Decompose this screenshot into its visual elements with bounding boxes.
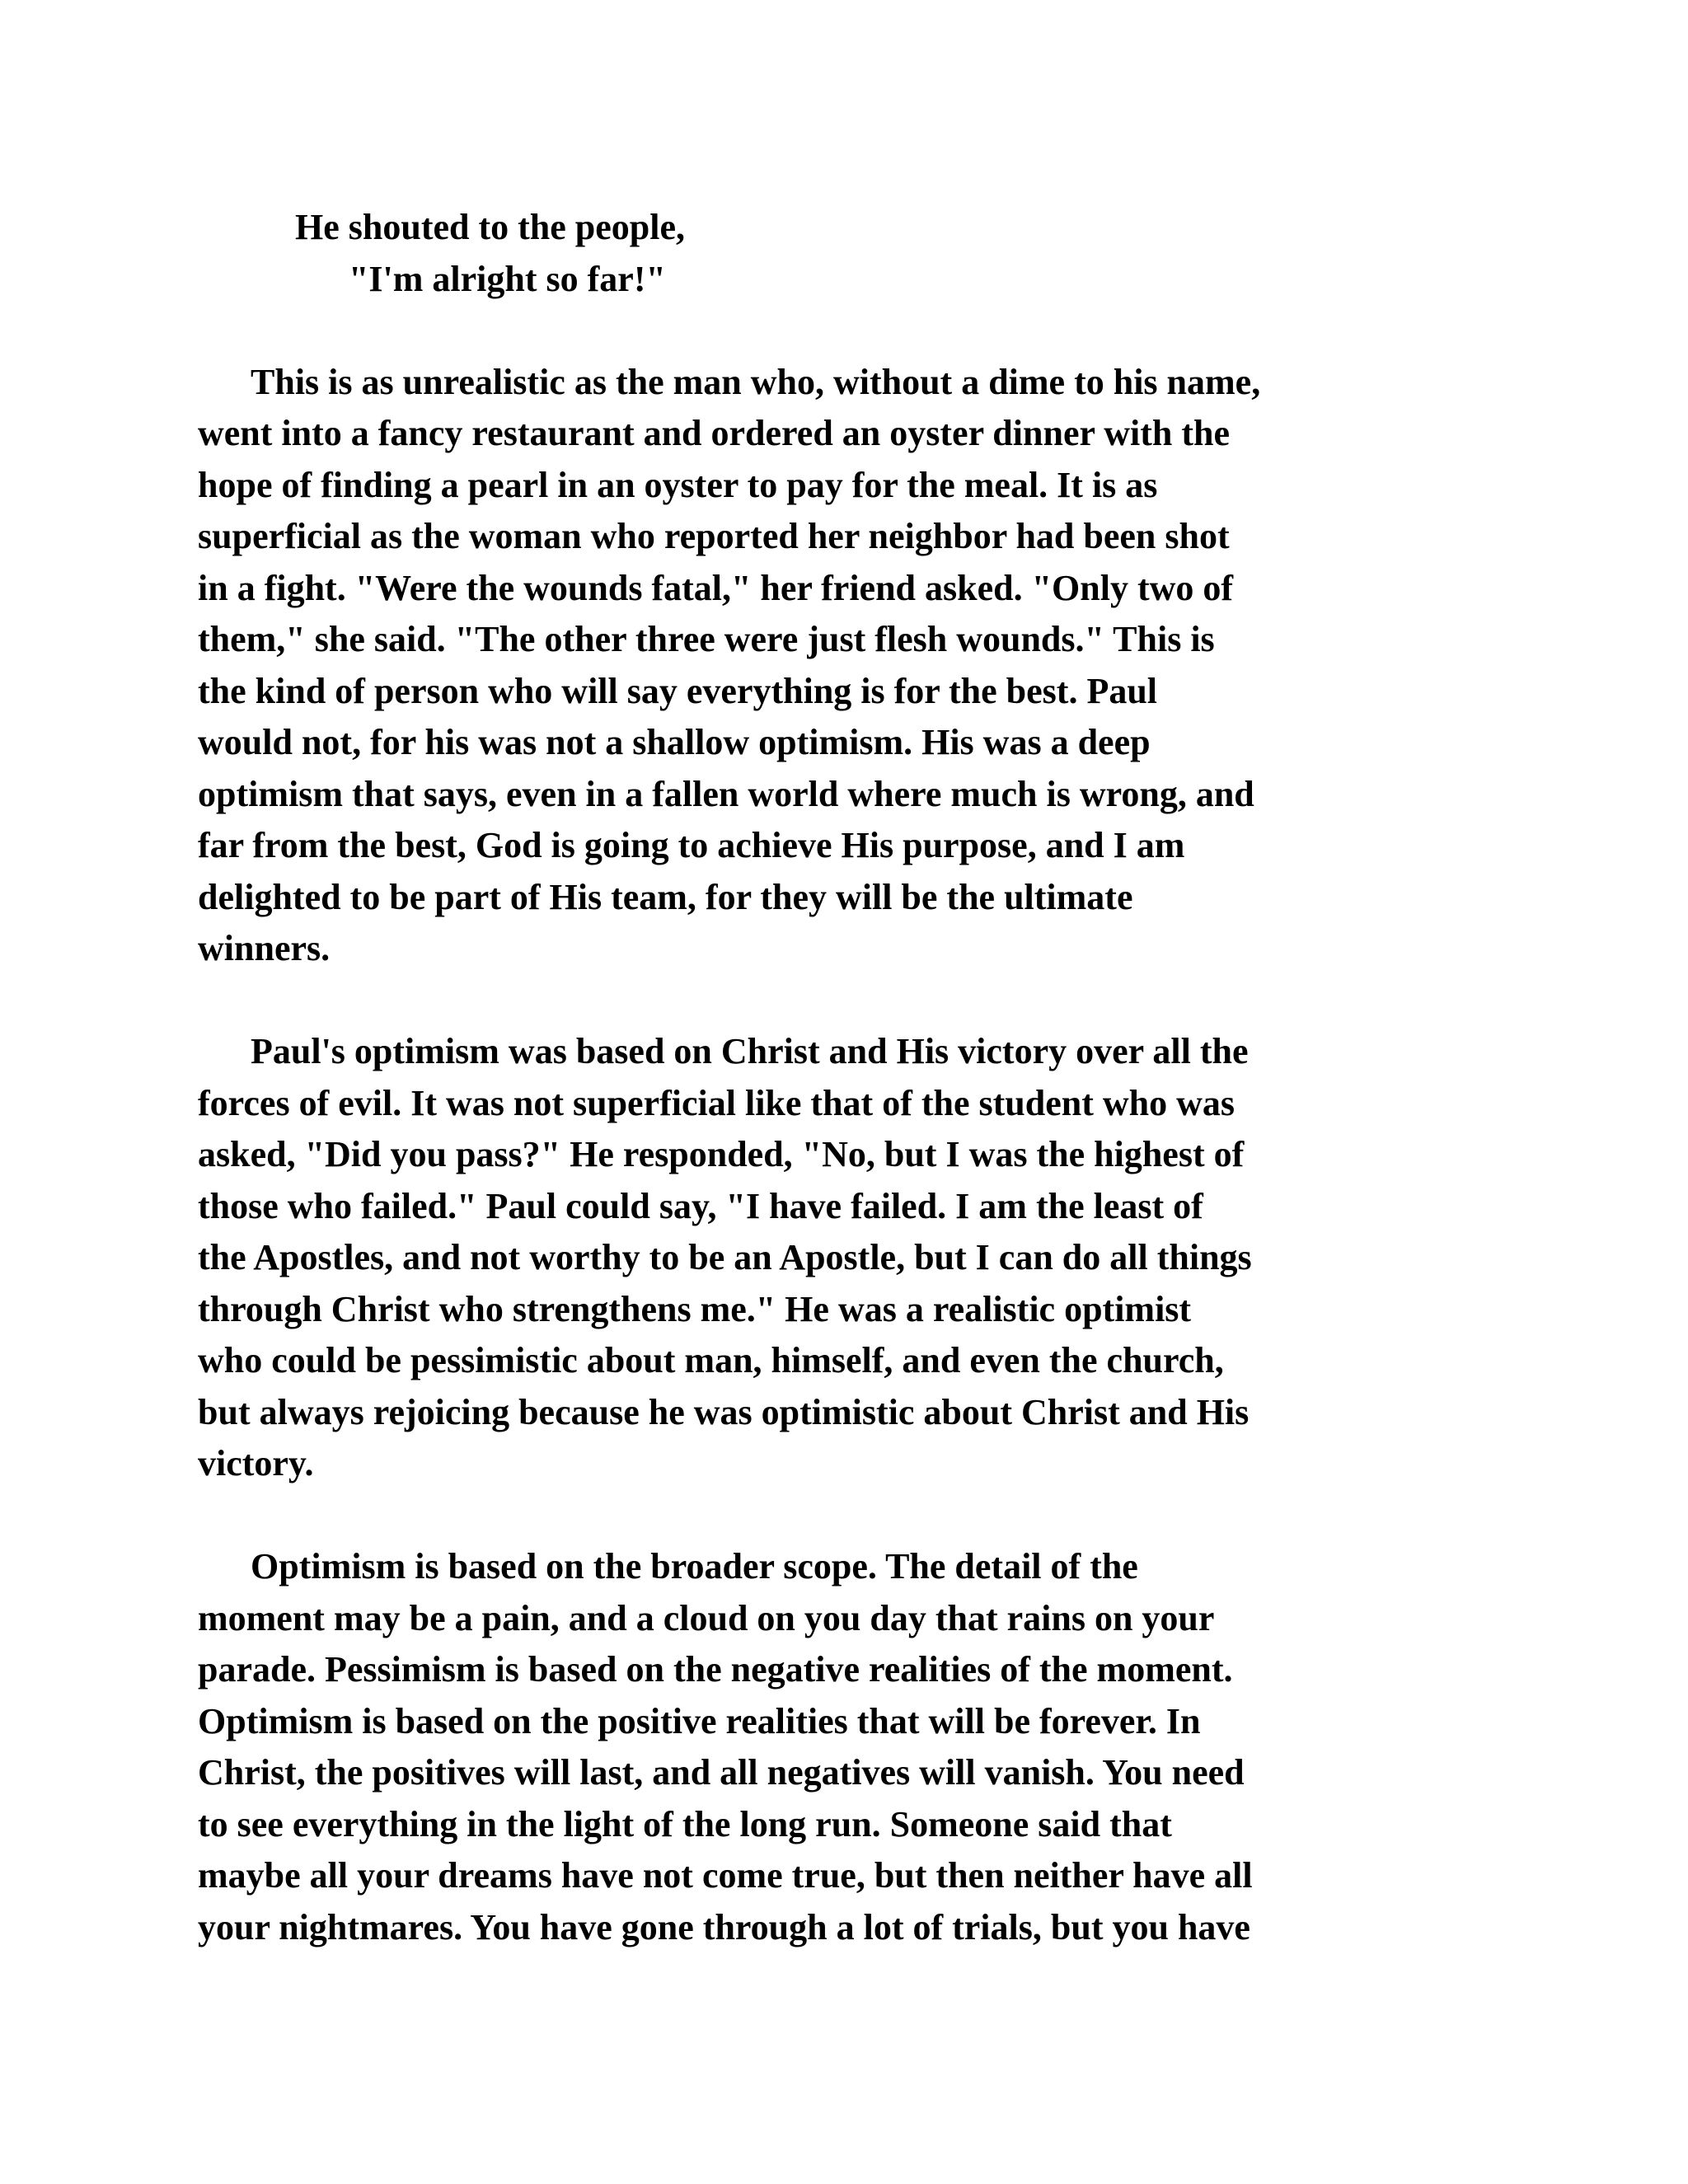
paragraph-line: parade. Pessimism is based on the negative realities of the moment.: [198, 1649, 1233, 1690]
paragraph-1: [198, 357, 1484, 975]
paragraph-line: superficial as the woman who reported her neighbor had been shot: [198, 516, 1230, 556]
paragraph-gap: [198, 1490, 1484, 1542]
paragraph-line: but always rejoicing because he was optimistic about Christ and His: [198, 1391, 1250, 1432]
paragraph-line: optimism that says, even in a fallen world where much is wrong, and: [198, 773, 1254, 814]
poem-line-1: He shouted to the people,: [295, 207, 685, 247]
paragraph-line: delighted to be part of His team, for they will be the ultimate: [198, 876, 1133, 917]
paragraph-line: victory.: [198, 1443, 314, 1483]
paragraph-line: the Apostles, and not worthy to be an Apostle, but I can do all things: [198, 1237, 1252, 1277]
paragraph-line: Optimism is based on the broader scope. The detail of the: [251, 1546, 1138, 1586]
paragraph-2: [198, 1026, 1484, 1490]
paragraph-line: Paul's optimism was based on Christ and His victory over all the: [251, 1031, 1249, 1071]
paragraph-line: forces of evil. It was not superficial like that of the student who was: [198, 1082, 1236, 1123]
paragraph-line: those who failed." Paul could say, "I have failed. I am the least of: [198, 1185, 1203, 1226]
paragraph-line: through Christ who strengthens me." He was a realistic optimist: [198, 1288, 1192, 1329]
poem-line-2: "I'm alright so far!": [349, 258, 666, 299]
paragraph-line: Optimism is based on the positive realities that will be forever. In: [198, 1700, 1201, 1741]
paragraph-line: went into a fancy restaurant and ordered an oyster dinner with the: [198, 413, 1230, 453]
paragraph-line: Christ, the positives will last, and all negatives will vanish. You need: [198, 1752, 1245, 1793]
paragraph-line: maybe all your dreams have not come true, but then neither have all: [198, 1855, 1253, 1896]
paragraph-gap: [198, 975, 1484, 1027]
paragraph-line: hope of finding a pearl in an oyster to pay for the meal. It is as: [198, 464, 1158, 505]
paragraph-line: in a fight. "Were the wounds fatal," her friend asked. "Only two of: [198, 567, 1234, 608]
paragraph-line: your nightmares. You have gone through a lot of trials, but you have: [198, 1906, 1250, 1947]
paragraph-line: asked, "Did you pass?" He responded, "No, but I was the highest of: [198, 1134, 1245, 1174]
paragraph-3: [198, 1541, 1484, 1953]
paragraph-line: winners.: [198, 928, 331, 968]
paragraph-line: to see everything in the light of the long run. Someone said that: [198, 1803, 1172, 1844]
page-body: [198, 202, 1484, 1953]
paragraph-line: far from the best, God is going to achieve His purpose, and I am: [198, 825, 1185, 865]
paragraph-line: who could be pessimistic about man, himself, and even the church,: [198, 1340, 1224, 1380]
paragraph-line: This is as unrealistic as the man who, without a dime to his name,: [251, 361, 1261, 402]
paragraph-line: them," she said. "The other three were just flesh wounds." This is: [198, 619, 1215, 659]
paragraph-line: moment may be a pain, and a cloud on you day that rains on your: [198, 1597, 1215, 1638]
paragraph-line: would not, for his was not a shallow optimism. His was a deep: [198, 722, 1151, 762]
paragraph-line: the kind of person who will say everything is for the best. Paul: [198, 670, 1158, 711]
paragraph-gap: [198, 305, 1484, 357]
